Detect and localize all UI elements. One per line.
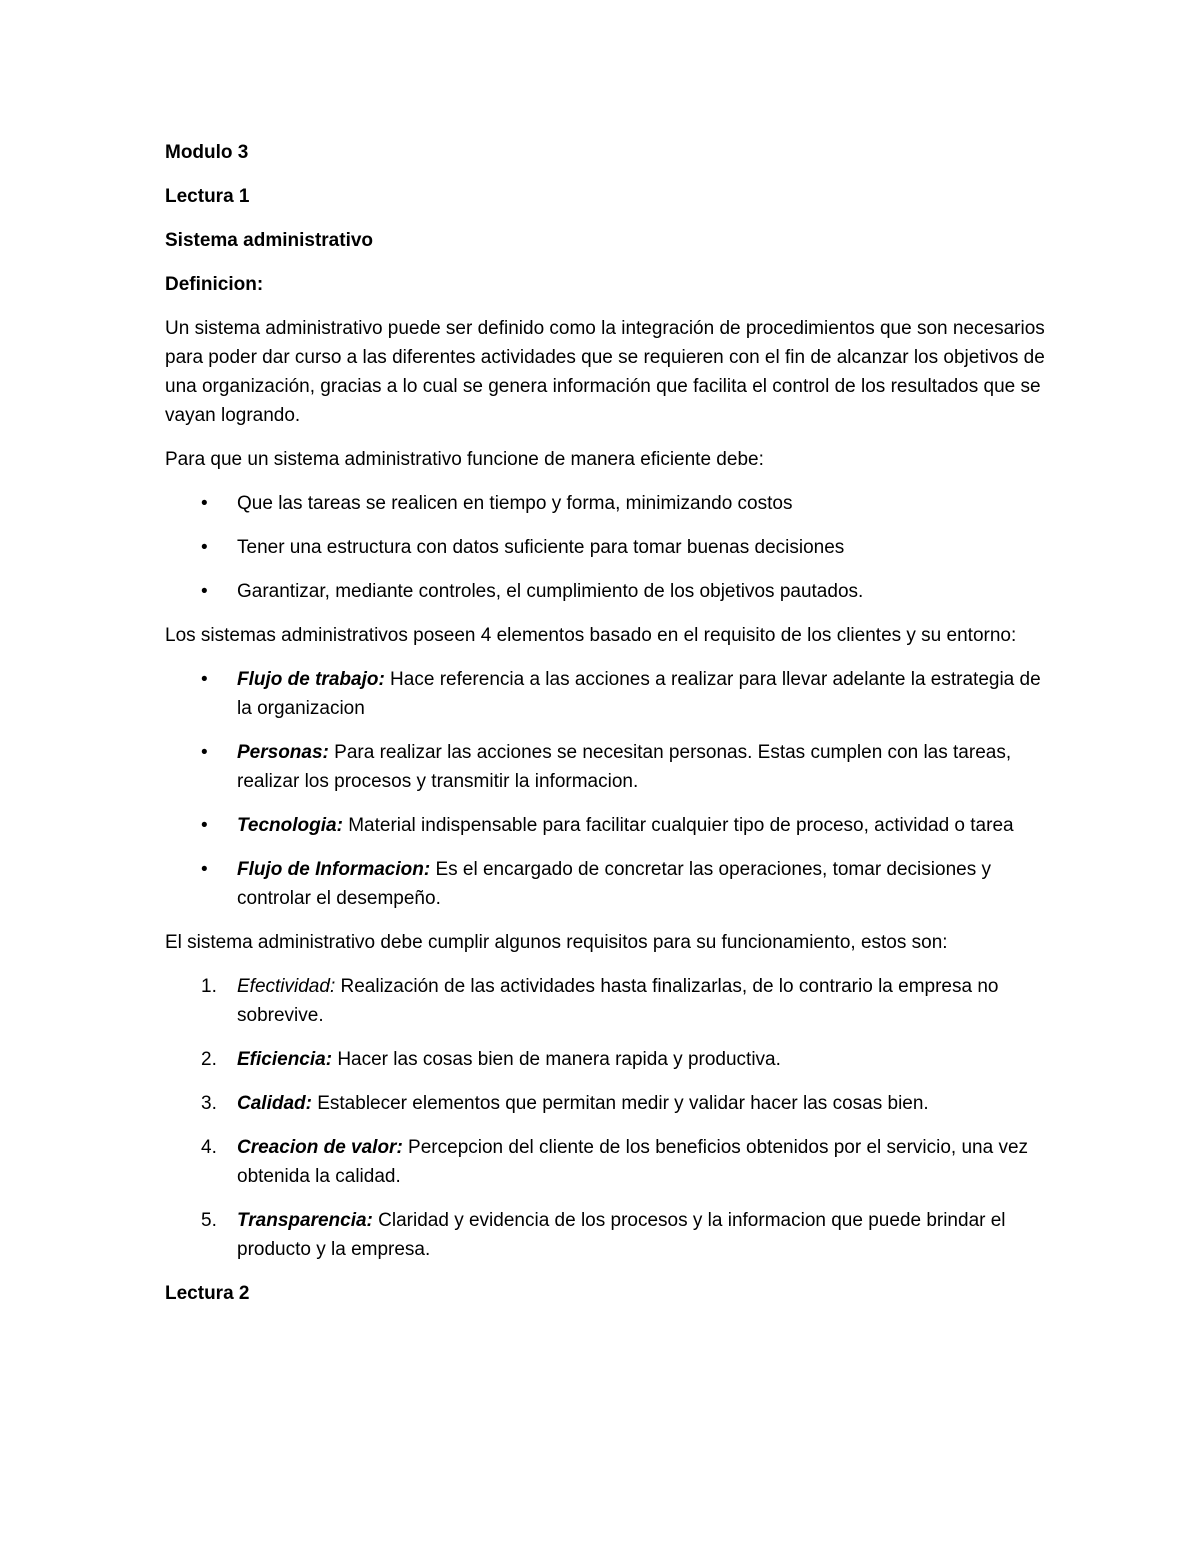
element-term: Personas: <box>237 742 329 763</box>
element-term: Flujo de trabajo: <box>237 669 385 690</box>
reading1-title: Lectura 1 <box>165 186 250 207</box>
requirement-term: Transparencia: <box>237 1210 373 1231</box>
element-text: Material indispensable para facilitar cualquier tipo de proceso, actividad o tarea <box>342 815 1014 836</box>
definition-label: Definicion: <box>165 274 264 295</box>
reading2-title: Lectura 2 <box>165 1283 250 1304</box>
requirement-text: Realización de las actividades hasta finalizarlas, de lo contrario la empresa no sobrevive. <box>237 976 999 1026</box>
requirement-term: Eficiencia: <box>237 1049 333 1070</box>
bullet-icon: • <box>201 742 208 763</box>
definition-paragraph: Un sistema administrativo puede ser definido como la integración de procedimientos que son necesarios para poder dar curso a las diferentes actividades que se requieren con el fin de alcanzar los objetivos de una organización, gracias a lo cual se genera información que facilita el control de los resultados que se vayan logrando. <box>165 318 1045 426</box>
bullet-icon: • <box>201 537 208 558</box>
section-title: Sistema administrativo <box>165 230 374 251</box>
list-item <box>165 1089 1045 1118</box>
list-item <box>165 738 1045 796</box>
list-item <box>165 972 1045 1030</box>
requirement-text: Hacer las cosas bien de manera rapida y productiva. <box>332 1049 781 1070</box>
list-item <box>165 1206 1045 1264</box>
requirement-text: Establecer elementos que permitan medir y validar hacer las cosas bien. <box>311 1093 929 1114</box>
list-item <box>165 811 1045 840</box>
element-text: Hace referencia a las acciones a realizar para llevar adelante la estrategia de la organizacion <box>237 669 1041 719</box>
list-item-text: Tener una estructura con datos suficiente para tomar buenas decisiones <box>237 537 845 558</box>
list-item <box>165 665 1045 723</box>
requirement-text: Claridad y evidencia de los procesos y la informacion que puede brindar el producto y la empresa. <box>237 1210 1006 1260</box>
list-item <box>165 533 1045 562</box>
list-number: 5. <box>201 1210 217 1231</box>
list-number: 2. <box>201 1049 217 1070</box>
elements-list <box>165 665 1045 913</box>
efficiency-intro: Para que un sistema administrativo funcione de manera eficiente debe: <box>165 449 764 470</box>
element-text: Para realizar las acciones se necesitan personas. Estas cumplen con las tareas, realizar los procesos y transmitir la informacion. <box>237 742 1012 792</box>
requirement-term: Creacion de valor: <box>237 1137 403 1158</box>
bullet-icon: • <box>201 493 208 514</box>
list-item <box>165 1045 1045 1074</box>
list-number: 4. <box>201 1137 217 1158</box>
bullet-icon: • <box>201 581 208 602</box>
list-item <box>165 489 1045 518</box>
bullet-icon: • <box>201 859 208 880</box>
list-item-text: Que las tareas se realicen en tiempo y forma, minimizando costos <box>237 493 793 514</box>
requirements-list <box>165 972 1045 1264</box>
requirements-intro: El sistema administrativo debe cumplir algunos requisitos para su funcionamiento, estos son: <box>165 932 948 953</box>
list-number: 1. <box>201 976 217 997</box>
requirement-term: Efectividad: <box>237 976 336 997</box>
list-number: 3. <box>201 1093 217 1114</box>
requirement-text: Percepcion del cliente de los beneficios obtenidos por el servicio, una vez obtenida la calidad. <box>237 1137 1029 1187</box>
list-item <box>165 577 1045 606</box>
list-item <box>165 855 1045 913</box>
elements-intro: Los sistemas administrativos poseen 4 elementos basado en el requisito de los clientes y su entorno: <box>165 625 1017 646</box>
element-text: Es el encargado de concretar las operaciones, tomar decisiones y controlar el desempeño. <box>237 859 991 909</box>
document-page <box>165 138 1045 1323</box>
requirement-term: Calidad: <box>237 1093 312 1114</box>
element-term: Flujo de Informacion: <box>237 859 431 880</box>
bullet-icon: • <box>201 669 208 690</box>
bullet-icon: • <box>201 815 208 836</box>
efficiency-list <box>165 489 1045 606</box>
module-title: Modulo 3 <box>165 142 249 163</box>
element-term: Tecnologia: <box>237 815 343 836</box>
list-item <box>165 1133 1045 1191</box>
list-item-text: Garantizar, mediante controles, el cumplimiento de los objetivos pautados. <box>237 581 864 602</box>
